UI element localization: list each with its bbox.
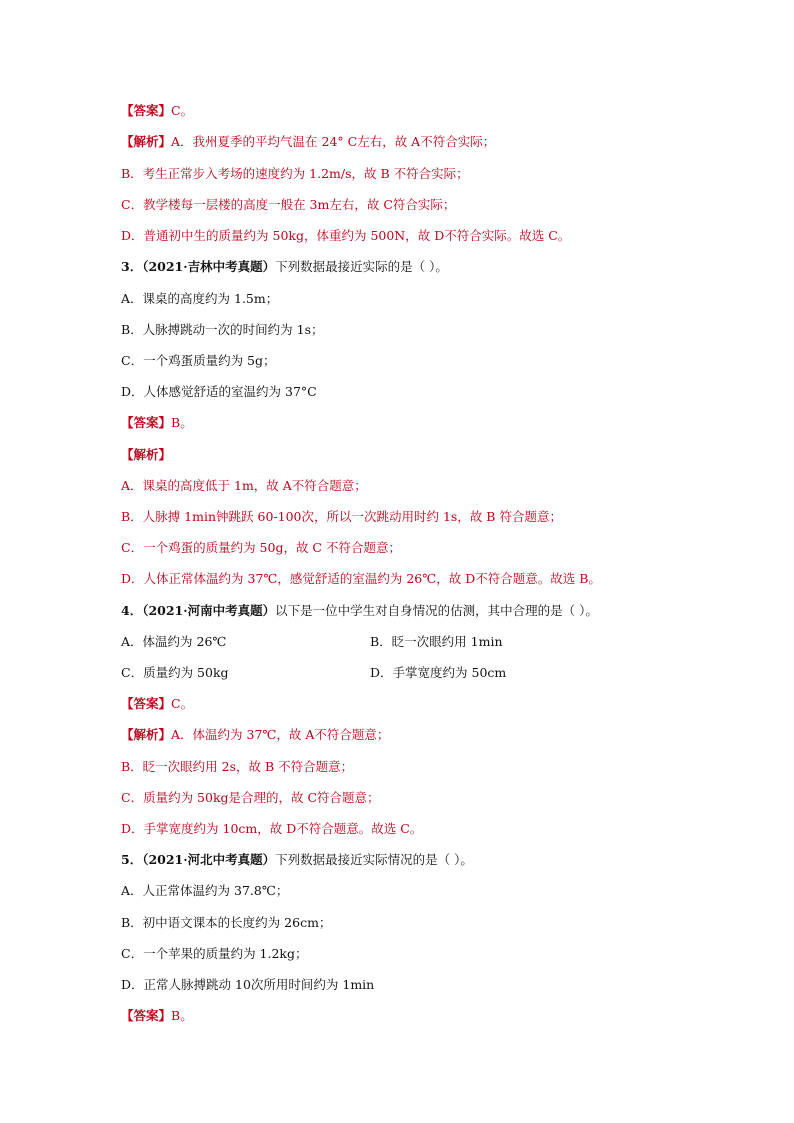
text-segment: 3． [121,259,143,274]
text-segment: 【解析】 [121,134,172,149]
text-segment: A．我州夏季的平均气温在 24° C左右，故 A不符合实际； [171,134,496,149]
text-line [121,852,721,868]
text-line [121,915,721,931]
text-segment: A．人正常体温约为 37.8℃； [121,883,289,898]
text-line [121,291,721,307]
text-segment: C．教学楼每一层楼的高度一般在 3m左右，故 C符合实际； [121,197,456,212]
text-segment: B。 [171,415,193,430]
text-segment: C．一个鸡蛋质量约为 5g； [121,353,276,368]
text-line [121,946,721,962]
text-line [121,509,721,525]
text-segment: C。 [171,696,194,711]
text-segment: 下列数据最接近实际的是（ ）。 [275,259,448,274]
text-line [121,228,721,244]
option-right-column: D．手掌宽度约为 50cm [370,665,507,680]
text-line [121,571,721,587]
text-segment: 下列数据最接近实际情况的是（ ）。 [275,852,473,867]
text-segment: 5． [121,852,143,867]
text-segment: B．人脉搏 1min钟跳跃 60-100次，所以一次跳动用时约 1s，故 B 符合题意； [121,509,562,524]
text-segment: B．眨一次眼约用 2s，故 B 不符合题意； [121,759,354,774]
text-line [121,478,721,494]
text-segment: C．一个苹果的质量约为 1.2kg； [121,946,308,961]
text-segment: C．质量约为 50kg是合理的，故 C符合题意； [121,790,380,805]
text-segment: 4． [121,603,143,618]
text-segment: （2021·河北中考真题） [142,852,276,867]
text-line [121,883,721,899]
text-line [121,134,721,150]
text-segment: A．体温约为 26℃ [121,634,227,649]
text-line [121,540,721,556]
text-segment: 【答案】 [121,103,172,118]
text-segment: 以下是一位中学生对自身情况的估测，其中合理的是（ ）。 [275,603,598,618]
text-segment: A．课桌的高度约为 1.5m； [121,291,279,306]
text-segment: C。 [171,103,194,118]
text-segment: C．质量约为 50kg [121,665,229,680]
text-line [121,727,721,743]
text-segment: C．一个鸡蛋的质量约为 50g，故 C 不符合题意； [121,540,401,555]
text-line [121,322,721,338]
text-segment: D．人体正常体温约为 37℃，感觉舒适的室温约为 26℃，故 D不符合题意。故选 B。 [121,571,601,586]
text-segment: B．初中语文课本的长度约为 26cm； [121,915,332,930]
text-segment: （2021·河南中考真题） [142,603,276,618]
text-line [121,790,721,806]
text-segment: D．正常人脉搏跳动 10次所用时间约为 1min [121,977,375,992]
text-segment: 【解析】 [121,447,172,462]
text-line [121,166,721,182]
text-line [121,977,721,993]
text-line [121,665,721,681]
option-right-column: B．眨一次眼约用 1min [370,634,503,649]
text-line [121,415,721,431]
text-segment: B。 [171,1008,193,1023]
text-line [121,353,721,369]
text-segment: 【答案】 [121,1008,172,1023]
text-line [121,634,721,650]
text-segment: A．体温约为 37℃，故 A不符合题意； [171,727,390,742]
text-line [121,103,721,119]
text-line [121,197,721,213]
text-line [121,603,721,619]
text-line [121,447,721,463]
text-segment: D．人体感觉舒适的室温约为 37°C [121,384,317,399]
text-segment: B．考生正常步入考场的速度约为 1.2m/s，故 B 不符合实际； [121,166,469,181]
text-line [121,1008,721,1024]
text-segment: 【答案】 [121,415,172,430]
text-line [121,821,721,837]
text-segment: A．课桌的高度低于 1m，故 A不符合题意； [121,478,367,493]
text-line [121,759,721,775]
text-segment: 【解析】 [121,727,172,742]
text-line [121,384,721,400]
text-segment: 【答案】 [121,696,172,711]
text-segment: （2021·吉林中考真题） [142,259,276,274]
text-segment: B．人脉搏跳动一次的时间约为 1s； [121,322,324,337]
text-line [121,259,721,275]
text-line [121,696,721,712]
text-segment: D．手掌宽度约为 10cm，故 D不符合题意。故选 C。 [121,821,423,836]
text-segment: D．普通初中生的质量约为 50kg，体重约为 500N，故 D不符合实际。故选 C。 [121,228,571,243]
